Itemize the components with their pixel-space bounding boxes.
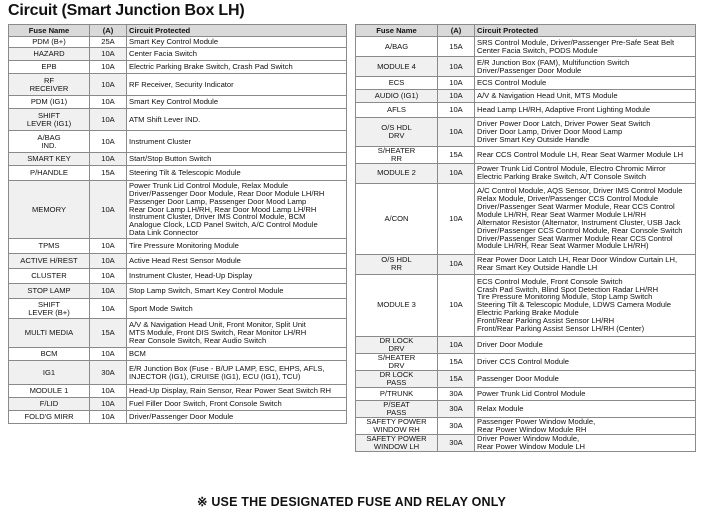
amperage-cell-text: 10A (101, 412, 115, 422)
table-row (9, 361, 347, 385)
table-header-row (356, 25, 696, 37)
circuit-protected-cell-text: Driver Door Module (477, 339, 543, 349)
table-row (356, 90, 696, 103)
fuse-name-cell (9, 299, 90, 319)
fuse-name-cell (9, 385, 90, 398)
fuse-name-cell (9, 181, 90, 239)
amperage-cell (438, 118, 475, 147)
amperage-cell (90, 239, 127, 254)
fuse-name-cell (356, 147, 438, 164)
table-row (356, 274, 696, 336)
fuse-name-cell (9, 153, 90, 166)
circuit-protected-cell (475, 400, 696, 417)
amperage-cell-text: 15A (101, 168, 115, 178)
circuit-protected-cell (127, 109, 347, 131)
fuse-name-cell (356, 103, 438, 118)
fuse-name-cell (356, 387, 438, 400)
fuse-name-cell-text: SMART KEY (27, 154, 71, 164)
table-row (356, 147, 696, 164)
amperage-cell-text: 10A (101, 256, 115, 266)
amperage-cell (90, 361, 127, 385)
table-row (356, 336, 696, 353)
table-row (9, 166, 347, 181)
table-row (356, 434, 696, 451)
circuit-protected-cell-text: A/V & Navigation Head Unit, MTS Module (477, 91, 618, 101)
circuit-protected-cell-text: Center Facia Switch (129, 49, 197, 59)
fuse-name-cell-text: IG1 (42, 367, 56, 377)
fuse-name-cell-text: EPB (41, 62, 57, 72)
amperage-cell-text: 10A (449, 91, 463, 101)
circuit-protected-cell-text: Power Trunk Lid Control Module, Electro Chromic Mirror Electric Parking Brake Switch, A/T Console Switch (477, 164, 666, 182)
table-row (9, 131, 347, 153)
amperage-cell (438, 147, 475, 164)
circuit-protected-cell (127, 361, 347, 385)
circuit-protected-cell-text: ECS Control Module, Front Console Switch Crash Pad Switch, Blind Spot Detection Radar LH/RH Tire Pressure Monitoring Module, Stop Lamp Switch Steering Tilt & Telescopic Module, LDWS Camera Module Electric Parking Brake Module Front/Rear Parking Assist Sensor LH/RH Front/Rear Parking Assist Sensor LH/RH (Center) (477, 276, 672, 333)
fuse-name-cell (356, 118, 438, 147)
table-row (9, 153, 347, 166)
amperage-cell-text: 10A (449, 78, 463, 88)
circuit-protected-cell-text: Steering Tilt & Telescopic Module (129, 168, 241, 178)
amperage-cell (90, 109, 127, 131)
amperage-cell-text: 30A (449, 420, 463, 430)
fuse-name-cell-text: F/LID (39, 399, 59, 409)
table-row (356, 57, 696, 77)
fuse-name-cell-text: SAFETY POWER WINDOW LH (366, 434, 427, 451)
circuit-protected-cell (127, 299, 347, 319)
fuse-name-cell-text: P/HANDLE (30, 168, 68, 178)
amperage-cell-text: 15A (449, 356, 463, 366)
circuit-protected-cell-text: Rear CCS Control Module LH, Rear Seat Warmer Module LH (477, 149, 684, 159)
circuit-protected-cell (475, 336, 696, 353)
amperage-cell-text: 30A (449, 388, 463, 398)
amperage-cell (438, 336, 475, 353)
fuse-name-cell (9, 411, 90, 424)
circuit-protected-cell (475, 434, 696, 451)
fuse-name-cell-text: MODULE 1 (29, 386, 69, 396)
fuse-name-cell (9, 254, 90, 269)
fuse-name-cell-text: A/BAG (384, 41, 409, 51)
amperage-cell-text: 10A (101, 303, 115, 313)
circuit-protected-cell (127, 254, 347, 269)
page-title: Circuit (Smart Junction Box LH) (8, 2, 245, 19)
table-row (9, 348, 347, 361)
table-row (356, 163, 696, 183)
circuit-protected-cell-text: Passenger Door Module (477, 373, 559, 383)
amperage-cell-text: 10A (101, 79, 115, 89)
amperage-cell (90, 319, 127, 348)
amperage-cell (90, 61, 127, 74)
table-row (9, 411, 347, 424)
amperage-cell-text: 10A (449, 168, 463, 178)
amperage-cell (90, 411, 127, 424)
circuit-protected-cell (127, 348, 347, 361)
amperage-cell (438, 387, 475, 400)
amperage-cell (438, 163, 475, 183)
circuit-protected-cell-text: Driver Power Door Latch, Driver Power Seat Switch Driver Door Lamp, Driver Door Mood Lamp Driver Smart Key Outside Handle (477, 119, 651, 144)
fuse-name-cell-text: MODULE 4 (377, 61, 416, 71)
table-row (356, 118, 696, 147)
amperage-cell-text: 15A (101, 328, 115, 338)
fuse-name-cell-text: A/CON (384, 213, 409, 223)
table-row (9, 299, 347, 319)
circuit-protected-cell-text: Active Head Rest Sensor Module (129, 256, 241, 266)
circuit-protected-cell-text: Start/Stop Button Switch (129, 154, 212, 164)
fuse-name-cell-text: S/HEATER DRV (377, 353, 416, 370)
fuse-name-cell (356, 417, 438, 434)
amperage-cell (438, 37, 475, 57)
amperage-cell (438, 103, 475, 118)
circuit-protected-cell-text: Electric Parking Brake Switch, Crash Pad Switch (129, 62, 293, 72)
circuit-protected-cell (127, 239, 347, 254)
fuse-name-cell (9, 61, 90, 74)
amperage-cell (90, 385, 127, 398)
fuse-name-cell-text: SHIFT LEVER (B+) (28, 299, 70, 317)
circuit-protected-cell (475, 353, 696, 370)
fuse-name-cell-text: RF RECEIVER (29, 75, 69, 93)
fuse-name-cell-text: MEMORY (31, 204, 67, 214)
fuse-name-cell (356, 336, 438, 353)
fuse-name-cell (9, 269, 90, 284)
table-row (356, 400, 696, 417)
fuse-name-cell-text: PDM (B+) (32, 37, 66, 47)
table-row (9, 398, 347, 411)
fuse-name-cell-text: O/S HDL DRV (381, 123, 412, 140)
fuse-name-cell (9, 74, 90, 96)
table-row (9, 239, 347, 254)
amperage-cell (438, 57, 475, 77)
circuit-protected-cell-text: E/R Junction Box (FAM), Multifunction Switch Driver/Passenger Door Module (477, 57, 630, 75)
amperage-cell (90, 254, 127, 269)
circuit-protected-cell-text: Instrument Cluster (129, 136, 192, 146)
amperage-cell (438, 370, 475, 387)
circuit-protected-cell (127, 48, 347, 61)
circuit-protected-cell (127, 319, 347, 348)
amperage-cell (438, 417, 475, 434)
fuse-name-cell (9, 348, 90, 361)
circuit-protected-cell-text: Rear Power Door Latch LH, Rear Door Window Curtain LH, Rear Smart Key Outside Handle LH (477, 255, 678, 273)
amperage-cell-text: 30A (101, 367, 115, 377)
circuit-protected-cell (127, 153, 347, 166)
amperage-cell (438, 274, 475, 336)
header-circuit-protected: Circuit Protected (475, 25, 696, 37)
circuit-protected-cell-text: Passenger Power Window Module, Rear Power Window Module RH (477, 417, 596, 434)
circuit-protected-cell (127, 269, 347, 284)
fuse-name-cell-text: CLUSTER (31, 271, 67, 281)
fuse-name-cell (356, 254, 438, 274)
circuit-protected-cell-text: Sport Mode Switch (129, 303, 193, 313)
amperage-cell (90, 74, 127, 96)
table-row (9, 319, 347, 348)
amperage-cell (438, 183, 475, 254)
circuit-protected-cell (475, 417, 696, 434)
circuit-protected-cell-text: Head Lamp LH/RH, Adaptive Front Lighting Module (477, 105, 651, 115)
amperage-cell (90, 398, 127, 411)
header-fuse-name: Fuse Name (9, 25, 90, 37)
circuit-protected-cell (475, 90, 696, 103)
amperage-cell-text: 15A (449, 373, 463, 383)
amperage-cell-text: 10A (101, 399, 115, 409)
amperage-cell-text: 10A (101, 49, 115, 59)
amperage-cell-text: 10A (101, 62, 115, 72)
table-row (356, 387, 696, 400)
amperage-cell (438, 90, 475, 103)
circuit-protected-cell-text: E/R Junction Box (Fuse - B/UP LAMP, ESC, EHPS, AFLS, INJECTOR (IG1), CRUISE (IG1), ECU (IG1), TCU) (129, 363, 325, 381)
table-row (356, 370, 696, 387)
amperage-cell (438, 77, 475, 90)
fuse-name-cell-text: P/TRUNK (379, 388, 414, 398)
amperage-cell-text: 10A (101, 349, 115, 359)
circuit-protected-cell-text: Instrument Cluster, Head-Up Display (129, 271, 253, 281)
amperage-cell (90, 284, 127, 299)
circuit-protected-cell-text: Driver/Passenger Door Module (129, 412, 234, 422)
amperage-cell-text: 10A (449, 259, 463, 269)
fuse-table-left (8, 24, 347, 424)
table-row (9, 269, 347, 284)
fuse-name-cell-text: FOLD'G MIRR (24, 412, 74, 422)
fuse-name-cell-text: MODULE 3 (377, 300, 416, 310)
fuse-name-cell-text: SHIFT LEVER (IG1) (26, 110, 72, 128)
circuit-protected-cell (475, 274, 696, 336)
circuit-protected-cell-text: Stop Lamp Switch, Smart Key Control Module (129, 286, 284, 296)
amperage-cell-text: 10A (101, 271, 115, 281)
fuse-name-cell (9, 166, 90, 181)
circuit-protected-cell-text: Driver Power Window Module, Rear Power Window Module LH (477, 434, 586, 451)
amperage-cell-text: 10A (101, 204, 115, 214)
circuit-protected-cell (127, 74, 347, 96)
amperage-cell-text: 10A (101, 97, 115, 107)
fuse-name-cell-text: DR LOCK DRV (379, 336, 414, 353)
amperage-cell-text: 10A (101, 154, 115, 164)
fuse-name-cell-text: STOP LAMP (27, 286, 71, 296)
circuit-protected-cell-text: A/V & Navigation Head Unit, Front Monitor, Split Unit MTS Module, Front DIS Switch, Rear Monitor LH/RH Rear Console Switch, Rear Audio Switch (129, 320, 307, 345)
table-row (9, 37, 347, 48)
table-row (356, 183, 696, 254)
circuit-protected-cell (127, 166, 347, 181)
circuit-protected-cell (475, 254, 696, 274)
amperage-cell-text: 10A (449, 339, 463, 349)
amperage-cell-text: 10A (101, 241, 115, 251)
circuit-protected-cell (475, 118, 696, 147)
table-row (9, 284, 347, 299)
fuse-name-cell (9, 319, 90, 348)
fuse-name-cell-text: AFLS (387, 105, 406, 115)
circuit-protected-cell-text: BCM (129, 349, 146, 359)
circuit-protected-cell (127, 96, 347, 109)
fuse-name-cell (9, 239, 90, 254)
table-row (9, 254, 347, 269)
fuse-name-cell-text: TPMS (38, 241, 60, 251)
fuse-table-right (355, 24, 696, 452)
table-row (356, 417, 696, 434)
circuit-protected-cell (127, 398, 347, 411)
fuse-name-cell (356, 77, 438, 90)
fuse-name-cell-text: P/SEAT PASS (383, 400, 410, 417)
circuit-protected-cell-text: Power Trunk Lid Control Module (477, 388, 586, 398)
fuse-name-cell-text: S/HEATER RR (377, 146, 416, 163)
fuse-name-cell (9, 48, 90, 61)
fuse-name-cell (9, 37, 90, 48)
fuse-name-cell-text: ACTIVE H/REST (20, 256, 78, 266)
fuse-name-cell (356, 274, 438, 336)
header-circuit-protected: Circuit Protected (127, 25, 347, 37)
fuse-name-cell-text: MULTI MEDIA (24, 328, 74, 338)
amperage-cell (90, 153, 127, 166)
circuit-protected-cell (127, 131, 347, 153)
table-row (9, 181, 347, 239)
amperage-cell-text: 15A (449, 41, 463, 51)
amperage-cell (438, 434, 475, 451)
amperage-cell (90, 37, 127, 48)
fuse-name-cell-text: SAFETY POWER WINDOW RH (366, 417, 427, 434)
circuit-protected-cell-text: ECS Control Module (477, 78, 547, 88)
amperage-cell-text: 10A (449, 213, 463, 223)
fuse-name-cell-text: ECS (388, 78, 405, 88)
amperage-cell-text: 10A (101, 114, 115, 124)
amperage-cell (90, 48, 127, 61)
fuse-name-cell (356, 353, 438, 370)
circuit-protected-cell-text: ATM Shift Lever IND. (129, 114, 201, 124)
table-row (9, 96, 347, 109)
amperage-cell-text: 30A (449, 403, 463, 413)
amperage-cell (90, 299, 127, 319)
circuit-protected-cell (127, 385, 347, 398)
header-fuse-name: Fuse Name (356, 25, 438, 37)
fuse-name-cell (9, 96, 90, 109)
fuse-name-cell-text: HAZARD (33, 49, 65, 59)
table-row (356, 37, 696, 57)
header-amperage: (A) (438, 25, 475, 37)
table-row (9, 61, 347, 74)
amperage-cell-text: 10A (101, 386, 115, 396)
fuse-name-cell-text: A/BAG IND. (37, 132, 61, 150)
circuit-protected-cell (475, 37, 696, 57)
amperage-cell (90, 348, 127, 361)
fuse-name-cell (9, 398, 90, 411)
fuse-name-cell (356, 434, 438, 451)
fuse-name-cell-text: MODULE 2 (377, 168, 416, 178)
amperage-cell-text: 10A (101, 136, 115, 146)
circuit-protected-cell (475, 77, 696, 90)
fuse-name-cell (9, 109, 90, 131)
fuse-name-cell (356, 163, 438, 183)
amperage-cell-text: 25A (101, 37, 115, 47)
amperage-cell-text: 10A (449, 61, 463, 71)
amperage-cell-text: 30A (449, 437, 463, 447)
fuse-name-cell (9, 284, 90, 299)
fuse-name-cell (356, 400, 438, 417)
circuit-protected-cell-text: A/C Control Module, AQS Sensor, Driver IMS Control Module Relax Module, Driver/Passenger CCS Control Module Driver/Passenger Seat Warmer Module, Rear CCS Control Module LH/RH, Rear Seat Warmer Module LH/RH Alternator Resistor (Alternator, Instrument Cluster, USB Jack Driver/Passenger CCS Control Module, Rear Console Switch Driver/Passenger Seat Warmer Module Rear CCS Control Module LH/RH, Rear Seat Warmer Module LH/RH) (477, 186, 683, 251)
circuit-protected-cell (475, 103, 696, 118)
circuit-protected-cell (475, 370, 696, 387)
circuit-protected-cell (127, 181, 347, 239)
amperage-cell-text: 10A (101, 286, 115, 296)
circuit-protected-cell-text: Fuel Filler Door Switch, Front Console Switch (129, 399, 282, 409)
circuit-protected-cell (127, 37, 347, 48)
circuit-protected-cell-text: Head-Up Display, Rain Sensor, Rear Power Seat Switch RH (129, 386, 332, 396)
circuit-protected-cell (127, 411, 347, 424)
table-row (9, 48, 347, 61)
table-row (9, 109, 347, 131)
amperage-cell-text: 10A (449, 127, 463, 137)
amperage-cell-text: 10A (449, 300, 463, 310)
fuse-name-cell (356, 37, 438, 57)
circuit-protected-cell-text: SRS Control Module, Driver/Passenger Pre-Safe Seat Belt Center Facia Switch, PODS Module (477, 37, 675, 55)
circuit-protected-cell-text: Tire Pressure Monitoring Module (129, 241, 239, 251)
circuit-protected-cell (127, 284, 347, 299)
circuit-protected-cell-text: Driver CCS Control Module (477, 356, 569, 366)
amperage-cell (90, 96, 127, 109)
fuse-name-cell (356, 183, 438, 254)
amperage-cell (438, 353, 475, 370)
circuit-protected-cell (475, 57, 696, 77)
circuit-protected-cell-text: Smart Key Control Module (129, 97, 219, 107)
amperage-cell (90, 131, 127, 153)
circuit-protected-cell-text: Power Trunk Lid Control Module, Relax Module Driver/Passenger Door Module, Rear Door Module LH/RH Passenger Door Lamp, Passenger Door Mood Lamp Rear Door Lamp LH/RH, Rear Door Mood Lamp LH/RH Instrument Cluster, Driver IMS Control Module, BCM Analogue Clock, LCD Panel Switch, A/C Control Module Data Link Connector (129, 180, 325, 238)
circuit-protected-cell-text: Relax Module (477, 403, 524, 413)
fuse-name-cell-text: O/S HDL RR (381, 255, 412, 273)
circuit-protected-cell (475, 147, 696, 164)
amperage-cell-text: 15A (449, 149, 463, 159)
amperage-cell-text: 10A (449, 105, 463, 115)
table-row (356, 254, 696, 274)
amperage-cell (90, 269, 127, 284)
circuit-protected-cell (475, 387, 696, 400)
amperage-cell (438, 400, 475, 417)
table-row (356, 77, 696, 90)
fuse-name-cell (9, 131, 90, 153)
circuit-protected-cell (127, 61, 347, 74)
circuit-protected-cell (475, 183, 696, 254)
circuit-protected-cell-text: Smart Key Control Module (129, 37, 219, 47)
fuse-name-cell (356, 90, 438, 103)
fuse-name-cell (356, 370, 438, 387)
table-row (9, 385, 347, 398)
table-row (356, 353, 696, 370)
fuse-name-cell-text: BCM (40, 349, 58, 359)
fuse-name-cell-text: DR LOCK PASS (379, 370, 414, 387)
header-amperage: (A) (90, 25, 127, 37)
amperage-cell (90, 181, 127, 239)
fuse-name-cell (356, 57, 438, 77)
footer-note: ※ USE THE DESIGNATED FUSE AND RELAY ONLY (196, 495, 507, 509)
fuse-name-cell-text: AUDIO (IG1) (374, 91, 419, 101)
table-row (356, 103, 696, 118)
circuit-protected-cell-text: RF Receiver, Security Indicator (129, 79, 234, 89)
table-row (9, 74, 347, 96)
amperage-cell (438, 254, 475, 274)
fuse-name-cell-text: PDM (IG1) (30, 97, 68, 107)
amperage-cell (90, 166, 127, 181)
fuse-name-cell (9, 361, 90, 385)
circuit-protected-cell (475, 163, 696, 183)
table-header-row (9, 25, 347, 37)
